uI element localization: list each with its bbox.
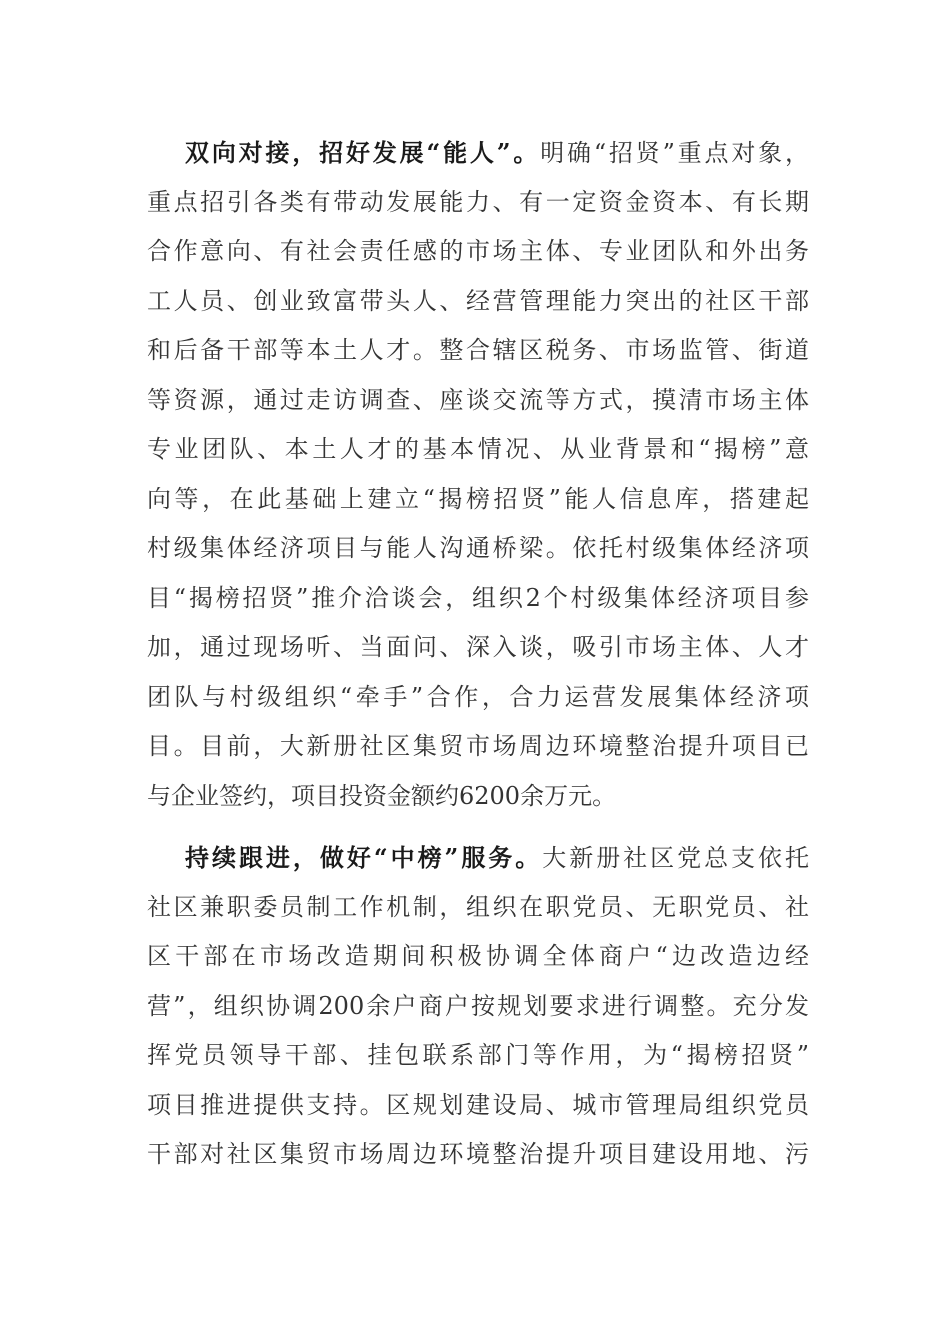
paragraph-1-line-3: 合作意向、有社会责任感的市场主体、专业团队和外出务 [147, 237, 809, 265]
paragraph-2-line-5: 挥党员领导干部、挂包联系部门等作用，为“揭榜招贤” [147, 1041, 809, 1069]
paragraph-1-line-2: 重点招引各类有带动发展能力、有一定资金资本、有长期 [147, 187, 809, 216]
paragraph-2-line-3: 区干部在市场改造期间积极协调全体商户“边改造边经 [147, 942, 809, 970]
paragraph-1-heading: 双向对接，招好发展“能人”。 [185, 138, 541, 167]
paragraph-1-line-14: 与企业签约，项目投资金额约6200余万元。 [147, 781, 617, 810]
paragraph-2-line-6: 项目推进提供支持。区规划建设局、城市管理局组织党员 [147, 1090, 809, 1119]
paragraph-1-line-4: 工人员、创业致富带头人、经营管理能力突出的社区干部 [147, 286, 809, 315]
paragraph-1-line-13: 目。目前，大新册社区集贸市场周边环境整治提升项目已 [147, 732, 809, 760]
paragraph-1-line-11: 加，通过现场听、当面问、深入谈，吸引市场主体、人才 [147, 633, 809, 661]
paragraph-2-heading: 持续跟进，做好“中榜”服务。 [185, 843, 543, 872]
paragraph-1-line-9: 村级集体经济项目与能人沟通桥梁。依托村级集体经济项 [147, 534, 809, 562]
paragraph-1-line-1 [147, 128, 809, 178]
paragraph-2-line-2: 社区兼职委员制工作机制，组织在职党员、无职党员、社 [147, 892, 809, 921]
paragraph-1-line-5: 和后备干部等本土人才。整合辖区税务、市场监管、街道 [147, 336, 809, 364]
paragraph-1-line-6: 等资源，通过走访调查、座谈交流等方式，摸清市场主体 [147, 385, 809, 414]
paragraph-1-line-7: 专业团队、本土人才的基本情况、从业背景和“揭榜”意 [147, 435, 809, 463]
paragraph-1-text: 明确“招贤”重点对象， [540, 139, 809, 167]
paragraph-1-line-10: 目“揭榜招贤”推介洽谈会，组织2个村级集体经济项目参 [147, 583, 809, 612]
paragraph-2-line-1 [147, 833, 809, 883]
paragraph-spacer [147, 821, 809, 833]
paragraph-1-line-12: 团队与村级组织“牵手”合作，合力运营发展集体经济项 [147, 682, 809, 711]
paragraph-2-text: 大新册社区党总支依托 [542, 844, 809, 872]
paragraph-2-line-7: 干部对社区集贸市场周边环境整治提升项目建设用地、污 [147, 1140, 809, 1168]
paragraph-1-line-8: 向等，在此基础上建立“揭榜招贤”能人信息库，搭建起 [147, 484, 809, 513]
paragraph-2-line-4: 营”，组织协调200余户商户按规划要求进行调整。充分发 [147, 991, 809, 1020]
document-body [147, 128, 809, 1180]
